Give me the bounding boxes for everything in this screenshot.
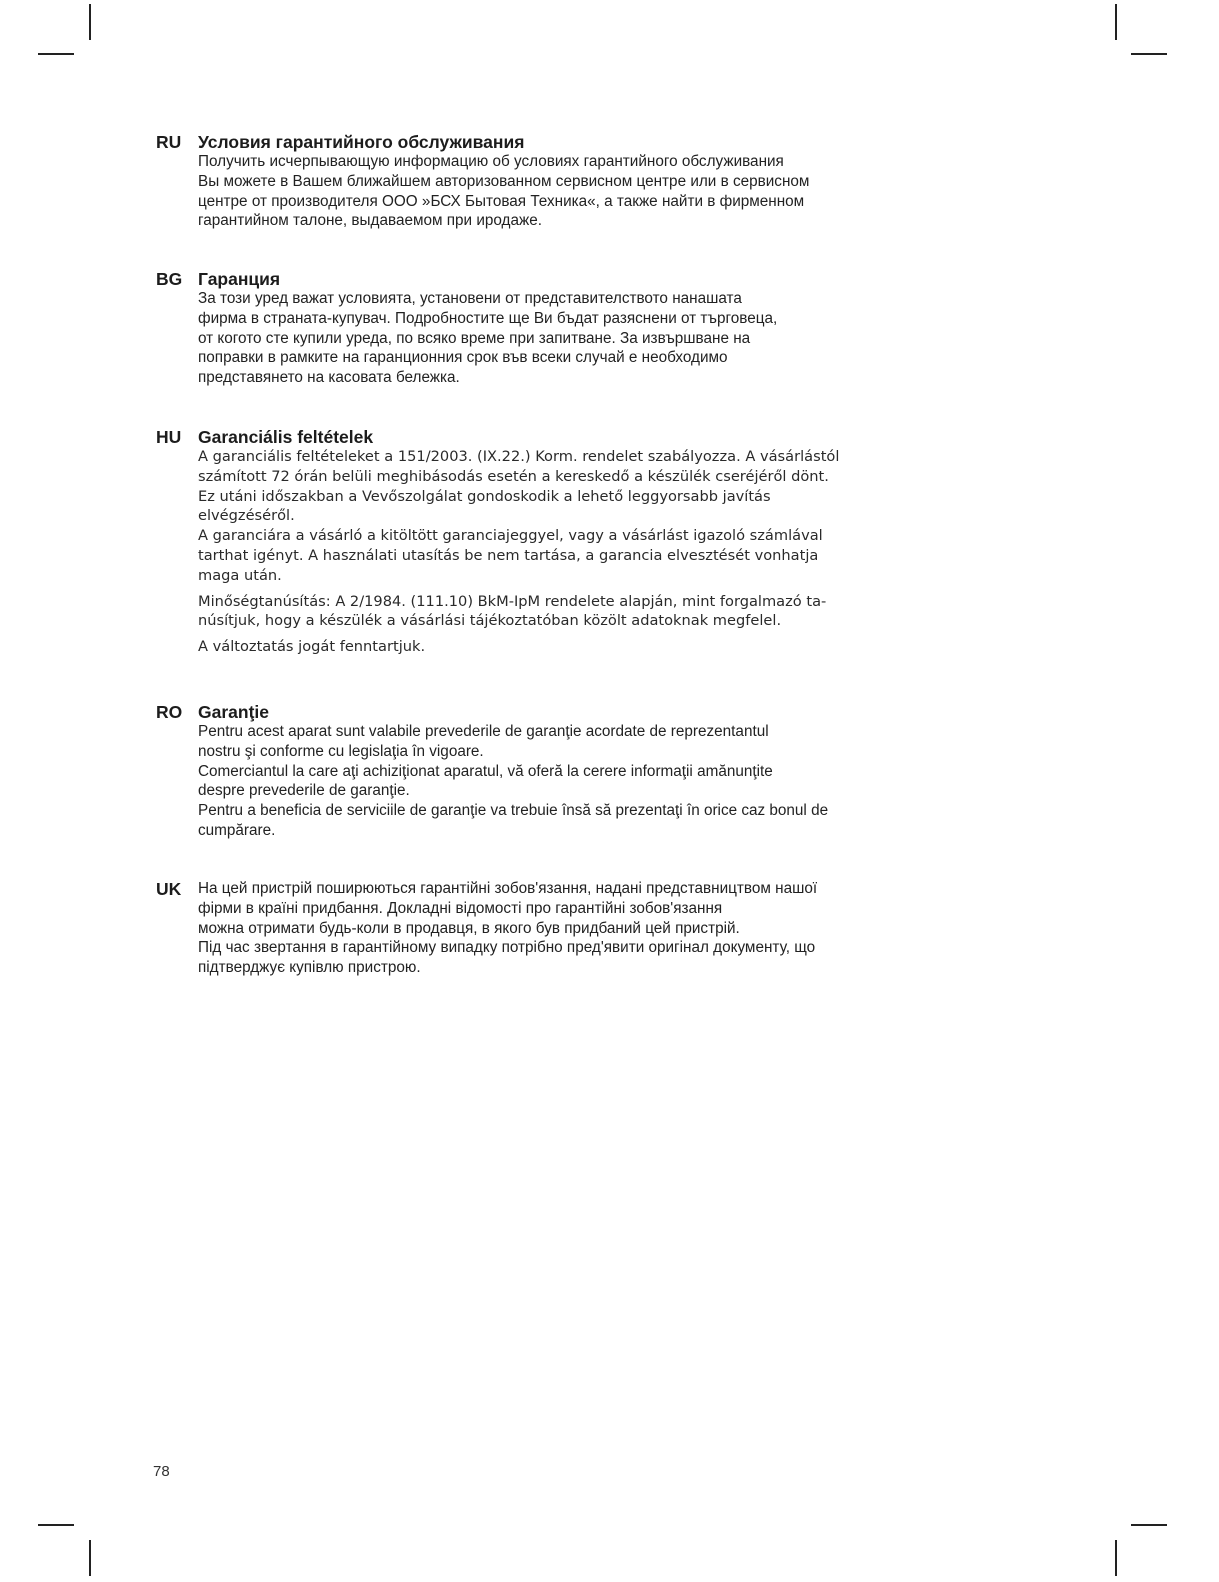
section-body-hu — [198, 447, 938, 657]
crop-mark-top-right-vertical — [1115, 4, 1117, 40]
text-line: На цей пристрій поширюються гарантійні зобов'язання, надані представництвом нашої — [198, 880, 818, 897]
text-line: núsítjuk, hogy a készülék a vásárlási tájékoztatóban közölt adatoknak megfelel. — [198, 612, 782, 630]
section-content-uk — [198, 879, 938, 978]
section-content-hu — [198, 427, 938, 657]
text-line: Ez utáni időszakban a Vevőszolgálat gondoskodik a lehető leggyorsabb javítás — [198, 487, 771, 505]
crop-mark-bottom-left-vertical — [89, 1540, 91, 1576]
text-line: гарантийном талоне, выдаваемом при иродаже. — [198, 212, 542, 230]
text-line: nostru şi conforme cu legislaţia în vigoare. — [198, 742, 484, 760]
text-line: За този уред важат условията, установени от представителството нанашата — [198, 290, 742, 307]
text-line: Вы можете в Вашем ближайшем авторизованном сервисном центре или в сервисном — [198, 172, 810, 190]
text-line: підтверджує купівлю пристрою. — [198, 959, 421, 977]
text-line: A garanciális feltételeket a 151/2003. (IX.22.) Korm. rendelet szabályozza. A vásárlástól — [198, 448, 840, 465]
text-line: Pentru acest aparat sunt valabile prevederile de garanţie acordate de reprezentantul — [198, 723, 769, 740]
text-line: от когото сте купили уреда, по всяко време при запитване. За извършване на — [198, 329, 751, 347]
text-line: центре от производителя ООО »БСХ Бытовая Техника«, а также найти в фирменном — [198, 192, 805, 210]
text-line: A garanciára a vásárló a kitöltött garanciajeggyel, vagy a vásárlást igazoló számlával — [198, 527, 823, 545]
text-line: Comerciantul la care aţi achiziţionat aparatul, vă oferă la cerere informaţii amănunţite — [198, 762, 773, 780]
text-line: cumpărare. — [198, 821, 276, 839]
language-code-bg: BG — [156, 269, 183, 289]
text-line: despre prevederile de garanţie. — [198, 782, 410, 800]
crop-mark-bottom-right-vertical — [1115, 1540, 1117, 1576]
crop-mark-top-left-horizontal — [38, 53, 74, 55]
section-body-ro — [198, 722, 938, 841]
section-body-bg — [198, 289, 938, 388]
section-title-ru: Условия гарантийного обслуживания — [198, 132, 525, 152]
section-body-uk — [198, 879, 938, 978]
text-line: поправки в рамките на гаранционния срок във всеки случай е необходимо — [198, 349, 728, 367]
language-code-uk: UK — [156, 879, 182, 899]
crop-mark-top-left-vertical — [89, 4, 91, 40]
text-line: számított 72 órán belüli meghibásodás esetén a kereskedő a készülék cseréjéről dönt. — [198, 467, 829, 485]
text-line: A változtatás jogát fenntartjuk. — [198, 638, 426, 656]
section-title-ro: Garanţie — [198, 702, 269, 722]
text-line: можна отримати будь-коли в продавця, в якого був придбаний цей пристрій. — [198, 919, 740, 937]
crop-mark-bottom-right-horizontal — [1131, 1524, 1167, 1526]
language-code-ru: RU — [156, 132, 182, 152]
section-body-ru — [198, 152, 938, 231]
language-code-hu: HU — [156, 427, 182, 447]
crop-mark-top-right-horizontal — [1131, 53, 1167, 55]
section-title-hu: Garanciális feltételek — [198, 427, 374, 447]
text-line: представянето на касовата бележка. — [198, 369, 460, 387]
language-code-ro: RO — [156, 702, 183, 722]
text-line: фирма в страната-купувач. Подробностите ще Ви бъдат разяснени от търговеца, — [198, 309, 778, 327]
text-line: Pentru a beneficia de serviciile de garanţie va trebuie însă să prezentaţi în orice caz bonul de — [198, 802, 829, 820]
text-line: maga után. — [198, 566, 282, 584]
crop-mark-bottom-left-horizontal — [38, 1524, 74, 1526]
section-content-ro — [198, 702, 938, 841]
text-line: tarthat igényt. A használati utasítás be nem tartása, a garancia elvesztését vonhatja — [198, 546, 819, 564]
section-title-bg: Гаранция — [198, 269, 281, 289]
page-number: 78 — [153, 1463, 170, 1480]
text-line: Під час звертання в гарантійному випадку потрібно пред'явити оригінал документу, що — [198, 939, 816, 957]
section-content-bg — [198, 269, 938, 388]
text-line: Minőségtanúsítás: A 2/1984. (111.10) BkM-IpM rendelete alapján, mint forgalmazó ta- — [198, 592, 827, 610]
text-line: elvégzéséről. — [198, 507, 295, 525]
text-line: фірми в країні придбання. Докладні відомості про гарантійні зобов'язання — [198, 899, 723, 917]
text-line: Получить исчерпывающую информацию об условиях гарантийного обслуживания — [198, 153, 784, 170]
section-content-ru — [198, 132, 938, 231]
